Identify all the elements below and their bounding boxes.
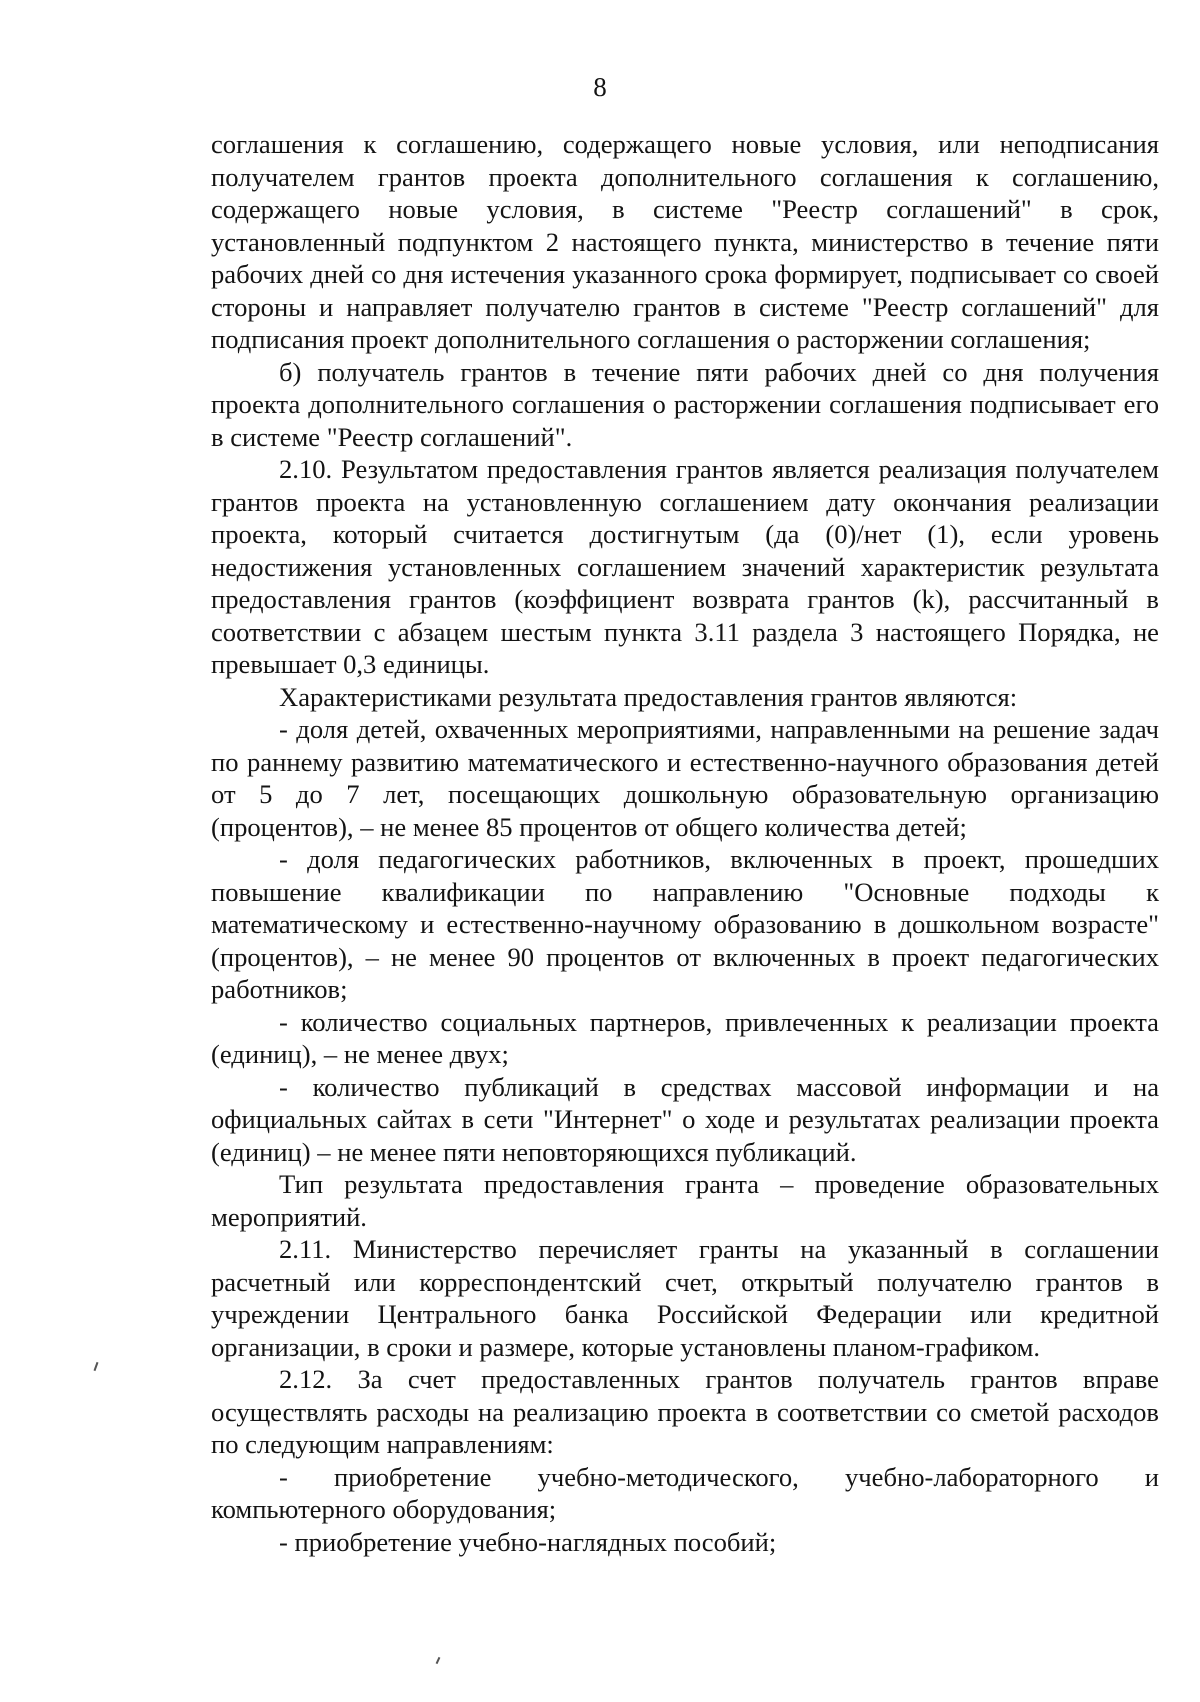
paragraph: 2.10. Результатом предоставления грантов является реализация получателем грантов проекта на установленную соглашением дату окончания реализации проекта, который считается достигнутым (да (0)/нет (1), если уровень недостижения установленных соглашением значений характеристик результата предоставления грантов (коэффициент возврата грантов (k), рассчитанный в соответствии с абзацем шестым пункта 3.11 раздела 3 настоящего Порядка, не превышает 0,3 единицы. <box>211 454 1159 679</box>
page-number: 8 <box>593 72 607 102</box>
list-item: - приобретение учебно-наглядных пособий; <box>279 1526 777 1557</box>
list-item: - количество социальных партнеров, привлеченных к реализации проекта (единиц), – не менее двух; <box>211 1006 1159 1069</box>
list-item: - доля детей, охваченных мероприятиями, направленными на решение задач по раннему развитию математического и естественно-научного образования детей от 5 до 7 лет, посещающих дошкольную образовательную организацию (процентов), – не менее 85 процентов от общего количества детей; <box>211 714 1159 842</box>
scan-mark <box>436 1657 441 1664</box>
paragraph: Характеристиками результата предоставления грантов являются: <box>279 681 1018 712</box>
paragraph: 2.12. За счет предоставленных грантов получатель грантов вправе осуществлять расходы на реализацию проекта в соответствии со сметой расходов по следующим направлениям: <box>211 1364 1159 1459</box>
paragraph: соглашения к соглашению, содержащего новые условия, или неподписания получателем грантов проекта дополнительного соглашения к соглашению, содержащего новые условия, в системе "Реестр соглашений" в срок, установленный подпунктом 2 настоящего пункта, министерство в течение пяти рабочих дней со дня истечения указанного срока формирует, подписывает со своей стороны и направляет получателю грантов в системе "Реестр соглашений" для подписания проект дополнительного соглашения о расторжении соглашения; <box>211 129 1159 354</box>
list-item: - количество публикаций в средствах массовой информации и на официальных сайтах в сети "Интернет" о ходе и результатах реализации проекта (единиц) – не менее пяти неповторяющихся публикаций. <box>211 1071 1159 1167</box>
document-body <box>211 128 1159 1558</box>
scan-mark <box>94 1362 99 1371</box>
paragraph: б) получатель грантов в течение пяти рабочих дней со дня получения проекта дополнительного соглашения о расторжении соглашения подписывает его в системе "Реестр соглашений". <box>211 356 1159 452</box>
list-item: - доля педагогических работников, включенных в проект, прошедших повышение квалификации по направлению "Основные подходы к математическому и естественно-научному образованию в дошкольном возрасте" (процентов), – не менее 90 процентов от включенных в проект педагогических работников; <box>211 844 1159 1004</box>
paragraph: 2.11. Министерство перечисляет гранты на указанный в соглашении расчетный или корреспондентский счет, открытый получателю грантов в учреждении Центрального банка Российской Федерации или кредитной организации, в сроки и размере, которые установлены планом-графиком. <box>211 1234 1159 1362</box>
paragraph: Тип результата предоставления гранта – проведение образовательных мероприятий. <box>211 1169 1159 1232</box>
list-item: - приобретение учебно-методического, учебно-лабораторного и компьютерного оборудования; <box>211 1461 1159 1524</box>
